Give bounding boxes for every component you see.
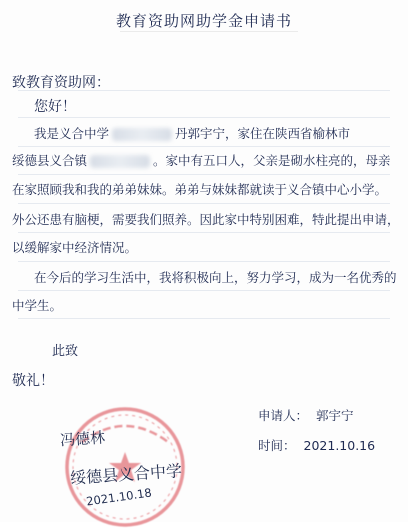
line-guide (18, 232, 390, 233)
school-text: 我是义合中学 (34, 126, 110, 141)
redacted-block (90, 155, 150, 168)
letter-title: 教育资助网助学金申请书 (115, 12, 292, 30)
line-guide (18, 203, 390, 204)
body-line (34, 124, 350, 142)
stamp-date: 2021.10.18 (85, 485, 153, 509)
town-text: 绥德县义合镇 (12, 153, 88, 168)
line-guide (18, 261, 390, 262)
body-line: 在今后的学习生活中，我将积极向上，努力学习，成为一名优秀的 (34, 270, 397, 285)
body-line: 中学生。 (12, 298, 63, 313)
line-guide (18, 174, 390, 175)
body-line (12, 151, 391, 169)
title-underline (120, 31, 298, 32)
line-guide (18, 290, 390, 291)
salutation: 致教育资助网： (12, 75, 110, 91)
body-line: 以缓解家中经济情况。 (12, 240, 138, 255)
line-guide (18, 146, 390, 147)
school-name-signature: 绥德县义合中学 (69, 461, 183, 488)
date-label: 时间： (258, 438, 296, 453)
body-line: 在家照顾我和我的弟弟妹妹。弟弟与妹妹都就读于义合镇中心小学。 (12, 182, 388, 197)
principal-signature: 冯德林 (59, 428, 106, 450)
body-text: 丹郭宇宁，家住在陕西省榆林市 (175, 126, 351, 141)
closing-line: 敬礼！ (12, 373, 54, 389)
applicant-name: 郭宇宁 (316, 408, 354, 423)
closing-line: 此致 (52, 344, 79, 359)
redacted-block (112, 128, 172, 141)
greeting: 您好！ (34, 99, 76, 115)
line-guide (18, 117, 390, 118)
applicant-label: 申请人： (258, 408, 309, 423)
line-guide (18, 318, 390, 319)
application-date (258, 436, 375, 454)
date-value: 2021.10.16 (303, 438, 376, 453)
body-text: 。家中有五口人，父亲是砌水柱亮的，母亲 (153, 153, 391, 168)
body-line: 外公还患有脑梗，需要我们照养。因此家中特别困难，特此提出申请， (12, 212, 400, 227)
applicant-signature (258, 406, 354, 424)
